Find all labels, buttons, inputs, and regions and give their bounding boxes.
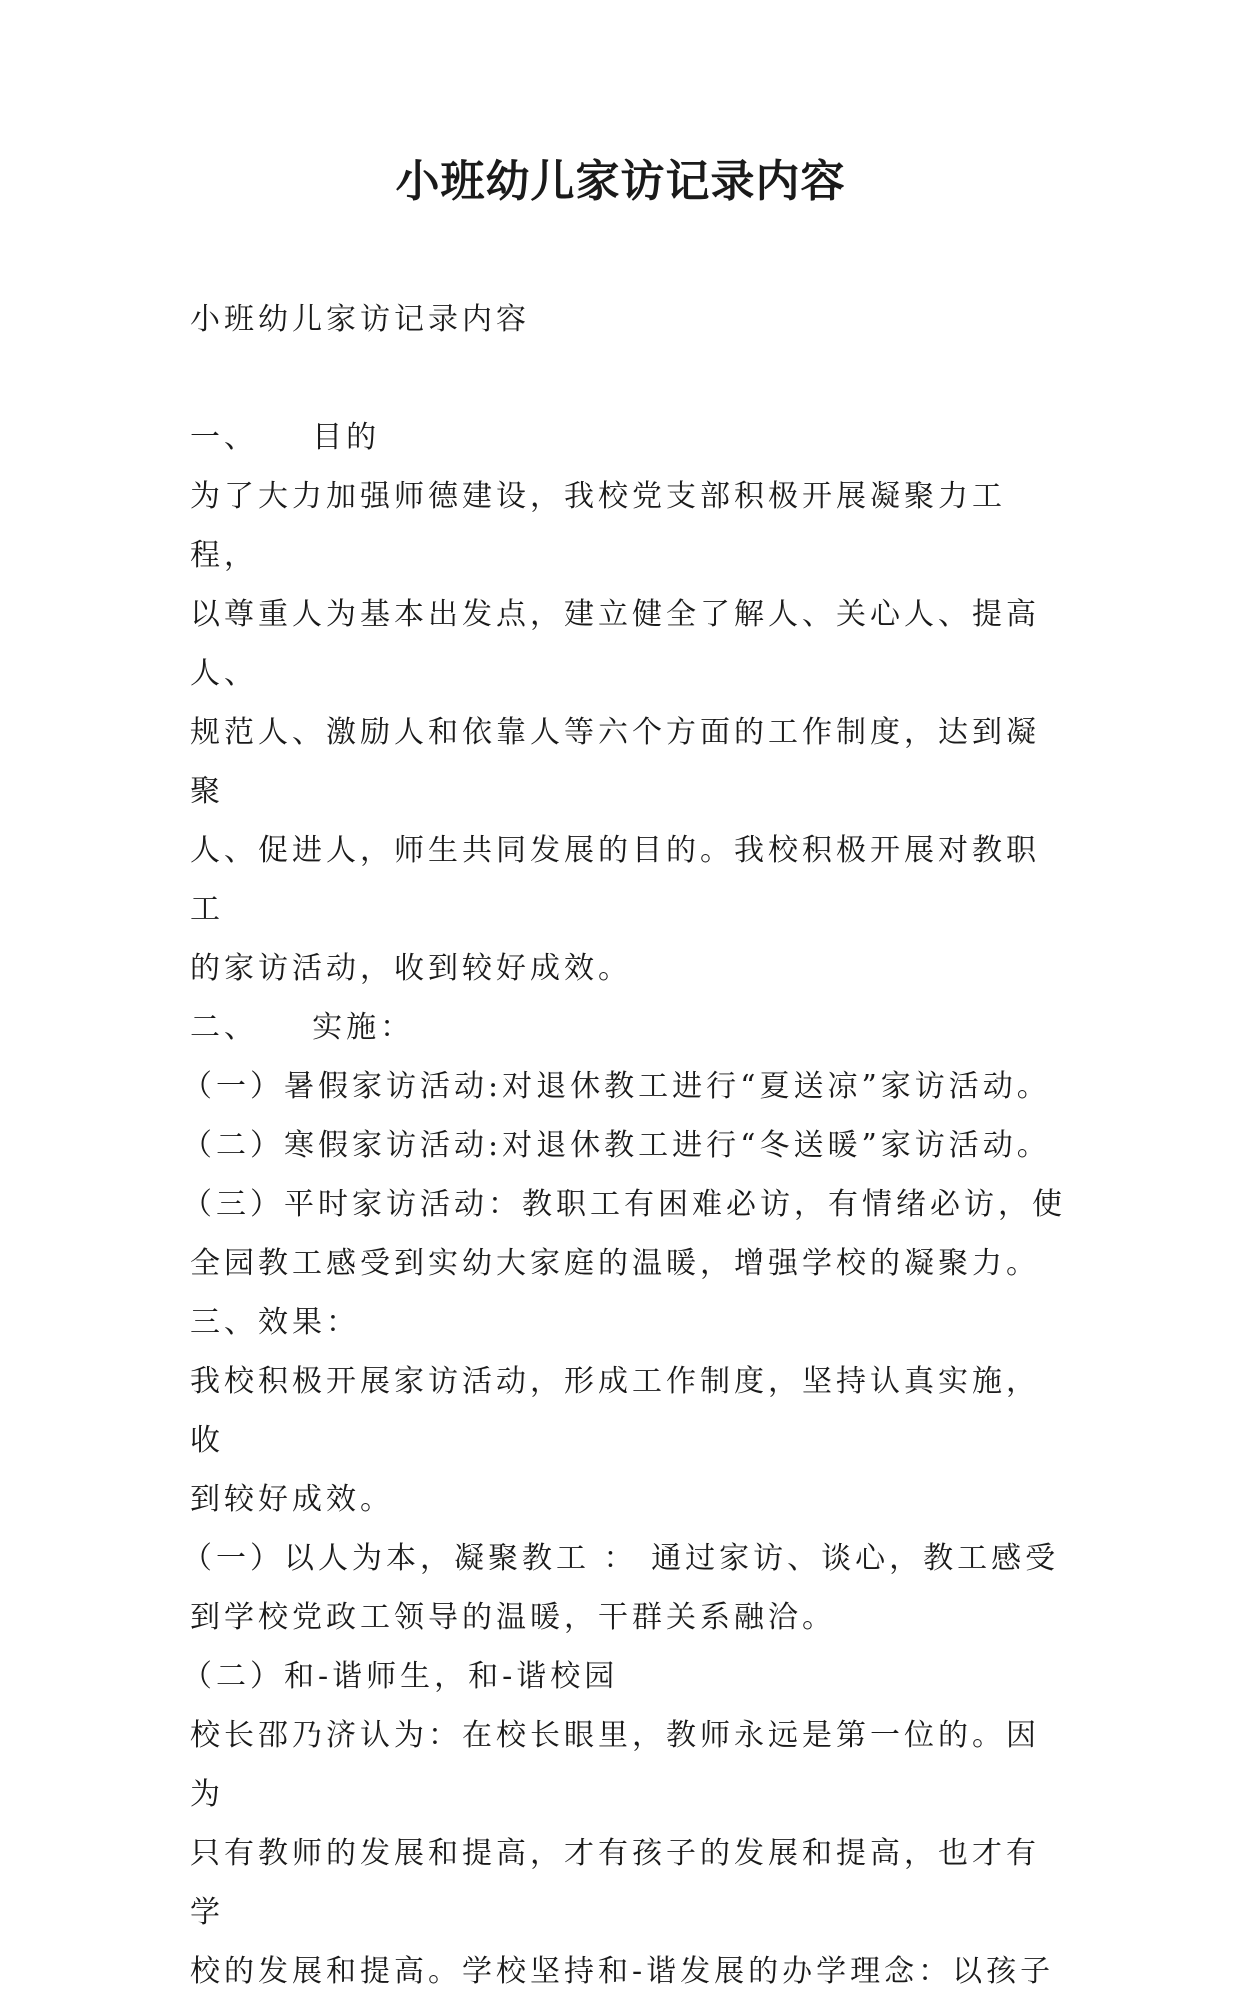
list-item-harmony: （二）和-谐师生，和-谐校园 <box>182 1659 619 1694</box>
body-line: 我校积极开展家访活动，形成工作制度，坚持认真实施，收 <box>190 1364 1040 1458</box>
body-line: 全园教工感受到实幼大家庭的温暖，增强学校的凝聚力。 <box>190 1246 1040 1281</box>
body-line: 只有教师的发展和提高，才有孩子的发展和提高，也才有学 <box>190 1836 1040 1930</box>
section-heading-effect: 三、效果： <box>190 1305 360 1340</box>
list-item-summer: （一）暑假家访活动:对退休教工进行“夏送凉”家访活动。 <box>182 1069 1051 1104</box>
list-item-winter: （二）寒假家访活动:对退休教工进行“冬送暖”家访活动。 <box>182 1128 1051 1163</box>
document-body <box>182 290 1070 2001</box>
body-line: 规范人、激励人和依靠人等六个方面的工作制度，达到凝聚 <box>190 715 1040 809</box>
section-heading-implementation: 二、 实施： <box>190 1010 415 1045</box>
section-heading-purpose: 一、 目的 <box>190 420 381 455</box>
list-item-people-oriented: （一）以人为本，凝聚教工 ： 通过家访、谈心，教工感受 <box>182 1541 1060 1576</box>
body-line: 为了大力加强师德建设，我校党支部积极开展凝聚力工程， <box>190 479 1006 573</box>
body-line: 校的发展和提高。学校坚持和-谐发展的办学理念：以孩子 <box>190 1954 1055 1989</box>
body-line: 到较好成效。 <box>190 1482 394 1517</box>
body-line: 的家访活动，收到较好成效。 <box>190 951 632 986</box>
body-line: 校长邵乃济认为：在校长眼里，教师永远是第一位的。因为 <box>190 1718 1040 1812</box>
body-line: 以尊重人为基本出发点，建立健全了解人、关心人、提高人、 <box>190 597 1040 691</box>
document-subtitle: 小班幼儿家访记录内容 <box>190 302 530 337</box>
list-item-regular: （三）平时家访活动：教职工有困难必访，有情绪必访，使 <box>182 1187 1066 1222</box>
body-line: 人、促进人，师生共同发展的目的。我校积极开展对教职工 <box>190 833 1040 927</box>
document-title: 小班幼儿家访记录内容 <box>395 156 846 207</box>
body-line: 到学校党政工领导的温暖，干群关系融洽。 <box>190 1600 836 1635</box>
